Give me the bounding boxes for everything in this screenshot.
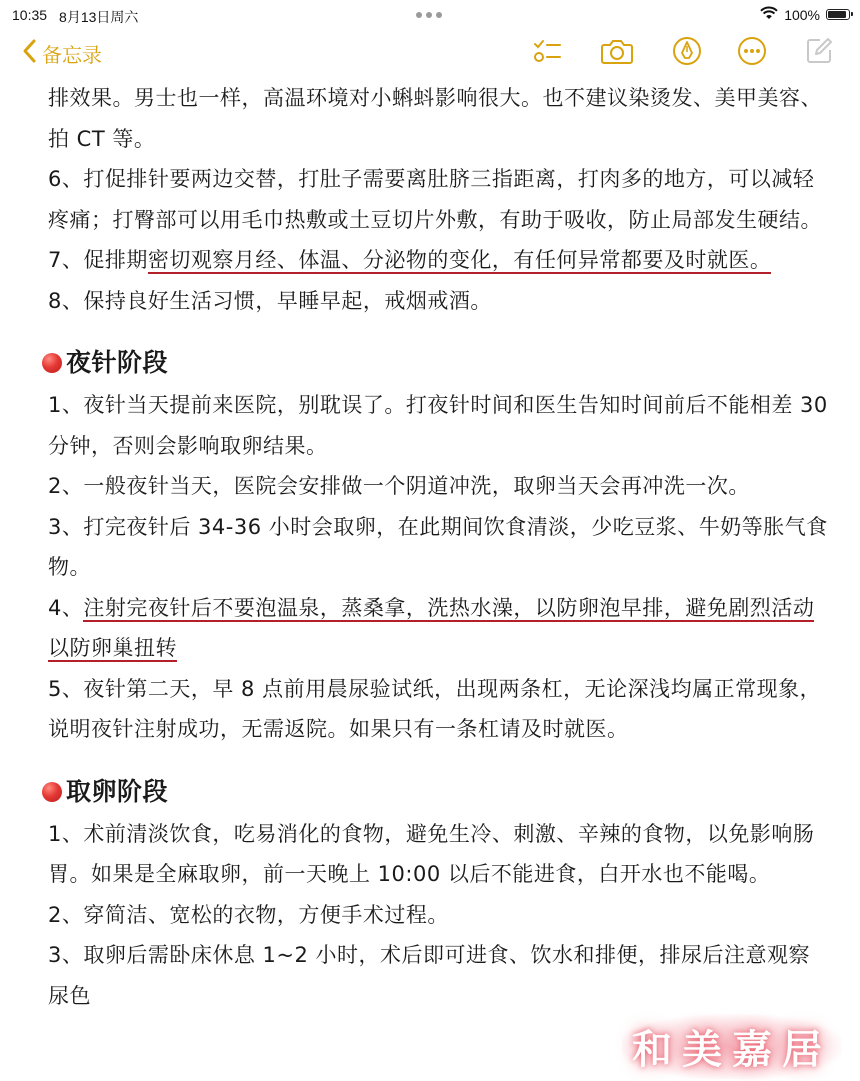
more-button[interactable]: [735, 36, 769, 70]
watermark: 和美嘉居: [622, 1014, 842, 1079]
battery-icon: [826, 9, 850, 20]
section-heading: [42, 341, 828, 385]
red-circle-icon: [42, 782, 62, 802]
notes-toolbar: [0, 32, 860, 78]
battery-percent: 100%: [784, 6, 820, 23]
item-prefix: 7、促排期: [48, 248, 148, 272]
note-content[interactable]: [48, 78, 828, 1016]
status-time: 10:35: [12, 7, 48, 23]
note-paragraph: [48, 588, 828, 669]
note-paragraph: 1、术前清淡饮食，吃易消化的食物，避免生冷、刺激、辛辣的食物，以免影响肠胃。如果是全麻取卵，前一天晚上 10:00 以后不能进食，白开水也不能喝。: [48, 821, 815, 886]
note-paragraph: 6、打促排针要两边交替，打肚子需要离肚脐三指距离，打肉多的地方，可以减轻疼痛；打臀部可以用毛巾热敷或土豆切片外敷，有助于吸收，防止局部发生硬结。: [48, 167, 822, 232]
note-paragraph: 8、保持良好生活习惯，早睡早起，戒烟戒酒。: [48, 288, 492, 313]
back-button[interactable]: [22, 38, 102, 68]
note-paragraph: 2、穿简洁、宽松的衣物，方便手术过程。: [48, 902, 449, 927]
note-paragraph: 1、夜针当天提前来医院，别耽误了。打夜针时间和医生告知时间前后不能相差 30 分钟，否则会影响取卵结果。: [48, 393, 828, 458]
note-paragraph: 3、打完夜针后 34-36 小时会取卵，在此期间饮食清淡，少吃豆浆、牛奶等胀气食物。: [48, 514, 828, 579]
chevron-left-icon: [22, 38, 38, 68]
compose-button[interactable]: [802, 36, 836, 70]
checklist-icon: [532, 37, 562, 69]
note-paragraph: 3、取卵后需卧床休息 1~2 小时，术后即可进食、饮水和排便，排尿后注意观察尿色: [48, 943, 811, 1008]
underlined-text: 密切观察月经、体温、分泌物的变化，有任何异常都要及时就医。: [147, 248, 772, 272]
pen-tip-icon: [672, 36, 702, 70]
status-bar: [0, 0, 860, 30]
item-prefix: 4、: [48, 595, 84, 620]
compose-icon: [804, 36, 834, 70]
red-circle-icon: [42, 353, 62, 373]
note-paragraph: 2、一般夜针当天，医院会安排做一个阴道冲洗，取卵当天会再冲洗一次。: [48, 474, 750, 498]
section-title: 取卵阶段: [66, 776, 169, 806]
markup-button[interactable]: [670, 36, 704, 70]
note-paragraph: 5、夜针第二天，早 8 点前用晨尿验试纸，出现两条杠，无论深浅均属正常现象，说明夜针注射成功，无需返院。如果只有一条杠请及时就医。: [48, 676, 822, 741]
ellipsis-circle-icon: [737, 36, 767, 70]
wifi-icon: [760, 6, 778, 23]
camera-button[interactable]: [600, 36, 634, 70]
multitasking-dots[interactable]: [416, 12, 442, 18]
section-heading: [42, 770, 828, 814]
note-paragraph: [48, 240, 828, 281]
camera-icon: [600, 37, 634, 69]
back-label: 备忘录: [42, 42, 102, 67]
underlined-text: 注射完夜针后不要泡温泉，蒸桑拿，洗热水澡，以防卵泡早排，避免剧烈活动以防卵巢扭转: [48, 595, 815, 660]
note-paragraph: 排效果。男士也一样，高温环境对小蝌蚪影响很大。也不建议染烫发、美甲美容、拍 CT 等。: [48, 86, 822, 151]
checklist-button[interactable]: [530, 36, 564, 70]
section-title: 夜针阶段: [66, 348, 169, 377]
status-date: 8月13日周六: [59, 9, 139, 25]
